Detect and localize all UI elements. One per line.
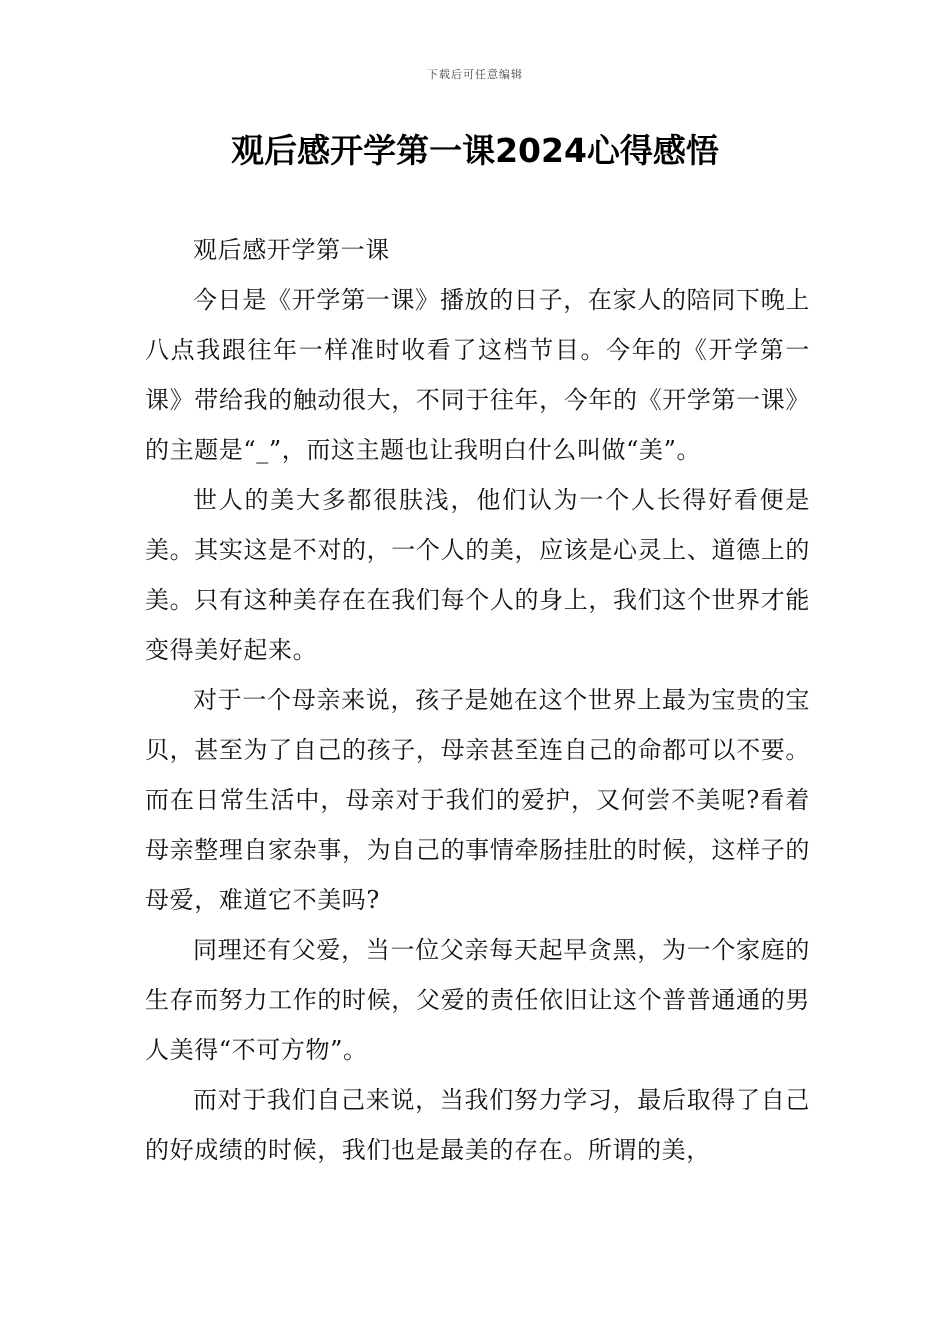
- paragraph: 同理还有父爱，当一位父亲每天起早贪黑，为一个家庭的生存而努力工作的时候，父爱的责任依旧让这个普普通通的男人美得“不可方物”。: [145, 936, 810, 1064]
- paragraph: 今日是《开学第一课》播放的日子，在家人的陪同下晚上八点我跟往年一样准时收看了这档节目。今年的《开学第一课》带给我的触动很大，不同于往年，今年的《开学第一课》的主题是“_”，而这主题也让我明白什么叫做“美”。: [145, 286, 810, 464]
- paragraph: 世人的美大多都很肤浅，他们认为一个人长得好看便是美。其实这是不对的，一个人的美，应该是心灵上、道德上的美。只有这种美存在在我们每个人的身上，我们这个世界才能变得美好起来。: [145, 486, 810, 664]
- paragraph: 对于一个母亲来说，孩子是她在这个世界上最为宝贵的宝贝，甚至为了自己的孩子，母亲甚至连自己的命都可以不要。而在日常生活中，母亲对于我们的爱护，又何尝不美呢?看着母亲整理自家杂事，为自己的事情牵肠挂肚的时候，这样子的母爱，难道它不美吗?: [145, 686, 810, 914]
- document-title: 观后感开学第一课2024心得感悟: [231, 131, 719, 170]
- document-body: [145, 225, 810, 1175]
- paragraph-subtitle: 观后感开学第一课: [193, 236, 390, 264]
- paragraph: 而对于我们自己来说，当我们努力学习，最后取得了自己的好成绩的时候，我们也是最美的存在。所谓的美，: [145, 1086, 810, 1164]
- header-note: 下载后可任意编辑: [427, 68, 523, 81]
